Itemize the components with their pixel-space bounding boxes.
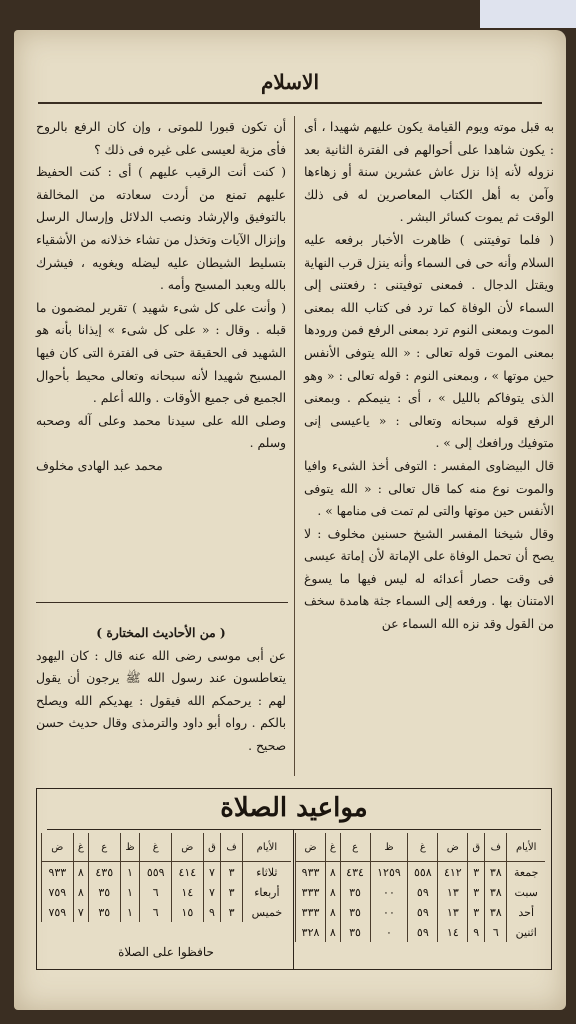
table-cell: ٧٥٩ — [42, 902, 74, 922]
column-header: ف — [221, 833, 242, 862]
table-cell: ٧ — [203, 882, 221, 902]
table-cell: ٤٣٤ — [340, 862, 370, 883]
paragraph: وقال شيخنا المفسر الشيخ حسنين مخلوف : لا يصح أن تحمل الوفاة على الإماتة لأن إماتة عيسى فى وقت حصار أعدائه له ليس فيها ما يسوغ الامتنان بها . ورفعه إلى السماء جثة هامدة سخف من القول وقد نزه الله السماء عن — [304, 526, 554, 632]
background-paper — [480, 0, 576, 28]
hadith-section — [36, 622, 286, 782]
table-cell: ٣٥ — [88, 882, 120, 902]
table-cell: ٣٨ — [485, 882, 507, 902]
table-cell: ٦ — [140, 902, 172, 922]
table-cell: ٩ — [468, 922, 485, 942]
table-cell: ٨ — [326, 902, 340, 922]
paragraph: وصلى الله على سيدنا محمد وعلى آله وصحبه وسلم . — [36, 413, 286, 451]
table-cell: ٣٥ — [340, 902, 370, 922]
table-header-row — [42, 833, 292, 862]
table-cell: ٣ — [468, 862, 485, 883]
paragraph: ( كنت أنت الرقيب عليهم ) أى : كنت الحفيظ عليهم تمنع من أردت سعادته من المخالفة بالتوفيق والإرشاد ونصب الدلائل وإرسال الرسل وإنزال الآيات وتخذل من تشاء خذلانه من الأشقياء بتسليط الشيطان عليه ليضله ويغويه ، فيشرك بالله ويعبد المسيح وأمه . — [36, 165, 286, 293]
table-cell: ٣٨ — [485, 902, 507, 922]
table-cell: ٧٥٩ — [42, 882, 74, 902]
table-header-row — [296, 833, 546, 862]
prayer-table-right — [295, 833, 545, 942]
column-header: ف — [485, 833, 507, 862]
table-cell: ٦ — [485, 922, 507, 942]
table-cell: ٣ — [221, 902, 242, 922]
page-header-title: الاسلام — [260, 70, 320, 94]
column-header: ق — [468, 833, 485, 862]
table-row — [42, 902, 292, 922]
column-header: غ — [408, 833, 438, 862]
table-cell: ٦ — [140, 882, 172, 902]
table-cell: ١٣ — [438, 882, 468, 902]
column-header: غ — [73, 833, 88, 862]
table-cell: خميس — [242, 902, 291, 922]
right-column — [304, 116, 554, 776]
table-cell: ٣٥ — [88, 902, 120, 922]
paragraph: به قبل موته ويوم القيامة يكون عليهم شهيدا ، أى : يكون شاهدا على أحوالهم فى الفترة الثانية بعد نزوله لأنه إذا نزل عاش عشرين سنة أو زهاءها وآمن به أهل الكتاب المعاصرين له فى ذلك الوقت ثم يموت كسائر البشر . — [304, 120, 554, 225]
table-cell: ١ — [120, 882, 140, 902]
header-rule — [38, 102, 542, 104]
table-cell: ٣٣٣ — [296, 902, 326, 922]
table-cell: ٤١٤ — [172, 862, 204, 883]
paragraph: ( وأنت على كل شىء شهيد ) تقرير لمضمون ما قبله . وقال : « على كل شىء » إيذانا بأنه هو الشهيد فى الحقيقة حتى فى الفترة التى كان فيها المسيح شهيدا لأنه سبحانه وتعالى محيط بأحوال الجميع فى جميع الأوقات . والله أعلم . — [36, 300, 286, 406]
paragraph: قال البيضاوى المفسر : التوفى أخذ الشىء وافيا والموت نوع منه كما قال تعالى : « الله يتوفى الأنفس حين موتها والتى لم تمت فى منامها » . — [304, 458, 554, 519]
table-cell: ٨ — [326, 922, 340, 942]
table-cell: ٤٣٥ — [88, 862, 120, 883]
table-cell: ٩٣٣ — [296, 862, 326, 883]
column-header: ظ — [370, 833, 408, 862]
table-cell: ٠٠ — [370, 902, 408, 922]
prayer-slogan: حافظوا على الصلاة — [118, 945, 214, 959]
table-cell: ١٢٥٩ — [370, 862, 408, 883]
table-cell: ٧ — [203, 862, 221, 883]
table-row — [296, 862, 546, 883]
table-row — [296, 902, 546, 922]
column-header: غ — [326, 833, 340, 862]
table-cell: ٣٨ — [485, 862, 507, 883]
hadith-text: عن أبى موسى رضى الله عنه قال : كان اليهود يتعاطسون عند رسول الله ﷺ يرجون أن يقول لهم : يرحمكم الله فيقول : يهديكم الله ويصلح بالكم . رواه أبو داود والترمذى وقال حديث حسن صحيح . — [36, 648, 286, 753]
table-cell: ٨ — [326, 882, 340, 902]
table-cell: ٩ — [203, 902, 221, 922]
table-cell: ٥٥٨ — [408, 862, 438, 883]
table-row — [296, 922, 546, 942]
column-header: غ — [140, 833, 172, 862]
table-cell: ٠٠ — [370, 882, 408, 902]
table-cell: ١٤ — [172, 882, 204, 902]
table-cell: ٣ — [468, 902, 485, 922]
column-header: ظ — [120, 833, 140, 862]
table-cell: ٥٥٩ — [140, 862, 172, 883]
column-header: ض — [438, 833, 468, 862]
column-header: ض — [296, 833, 326, 862]
prayer-title-rule — [47, 829, 541, 830]
table-cell: ٥٩ — [408, 922, 438, 942]
column-header: الأيام — [242, 833, 291, 862]
table-cell: ١ — [120, 862, 140, 883]
left-column — [36, 116, 286, 586]
table-cell: سبت — [507, 882, 545, 902]
column-header: ض — [172, 833, 204, 862]
table-cell: أربعاء — [242, 882, 291, 902]
table-cell: ٤١٢ — [438, 862, 468, 883]
prayer-times-box — [36, 788, 552, 970]
prayer-times-title: مواعيد الصلاة — [220, 793, 368, 823]
table-cell: ٣٥ — [340, 882, 370, 902]
column-header: ق — [203, 833, 221, 862]
table-cell: ١٥ — [172, 902, 204, 922]
table-cell: جمعة — [507, 862, 545, 883]
table-cell: ١٤ — [438, 922, 468, 942]
table-cell: ٧ — [73, 902, 88, 922]
table-cell: ٣ — [468, 882, 485, 902]
table-cell: ١ — [120, 902, 140, 922]
column-header: ع — [88, 833, 120, 862]
table-cell: ٥٩ — [408, 902, 438, 922]
table-cell: ١٣ — [438, 902, 468, 922]
table-cell: ٠ — [370, 922, 408, 942]
prayer-table-left — [41, 833, 291, 922]
hadith-title: ( من الأحاديث المختارة ) — [96, 625, 226, 640]
table-cell: ثلاثاء — [242, 862, 291, 883]
column-header: ع — [340, 833, 370, 862]
table-cell: ٣٥ — [340, 922, 370, 942]
table-cell: ٣٣٣ — [296, 882, 326, 902]
table-cell: اثنين — [507, 922, 545, 942]
table-cell: ٨ — [73, 862, 88, 883]
table-cell: ٩٣٣ — [42, 862, 74, 883]
column-header: ض — [42, 833, 74, 862]
table-cell: أحد — [507, 902, 545, 922]
table-cell: ٨ — [73, 882, 88, 902]
paragraph: ( فلما توفيتنى ) ظاهرت الأخبار برفعه عليه السلام وأنه حى فى السماء وأنه ينزل قرب النهاية ويقتل الدجال . فمعنى توفيتنى : رفعتنى إلى السماء لأن الوفاة كما ترد فى كتاب الله بمعنى الموت وبمعنى النوم ترد بمعنى الرفع فمن ورودها بمعنى الموت قوله تعالى : « الله يتوفى الأنفس حين موتها » ، وبمعنى النوم : قوله تعالى : « وهو الذى يتوفاكم بالليل » ، أى : ينيمكم . وبمعنى الرفع قوله سبحانه وتعالى : « ياعيسى إنى متوفيك ورافعك إلى » . — [304, 232, 554, 451]
paragraph: أن تكون قبورا للموتى ، وإن كان الرفع بالروح فأى مزية لعيسى على غيره فى ذلك ؟ — [36, 120, 286, 157]
table-cell: ٣ — [221, 882, 242, 902]
table-separator — [293, 829, 294, 969]
table-row — [296, 882, 546, 902]
section-rule — [36, 602, 288, 603]
table-cell: ٥٩ — [408, 882, 438, 902]
column-divider — [294, 116, 295, 776]
table-cell: ٣٢٨ — [296, 922, 326, 942]
table-cell: ٨ — [326, 862, 340, 883]
magazine-page — [14, 30, 566, 1010]
table-row — [42, 882, 292, 902]
table-row — [42, 862, 292, 883]
table-cell: ٣ — [221, 862, 242, 883]
author-signature: محمد عبد الهادى مخلوف — [36, 458, 163, 473]
column-header: الأيام — [507, 833, 545, 862]
